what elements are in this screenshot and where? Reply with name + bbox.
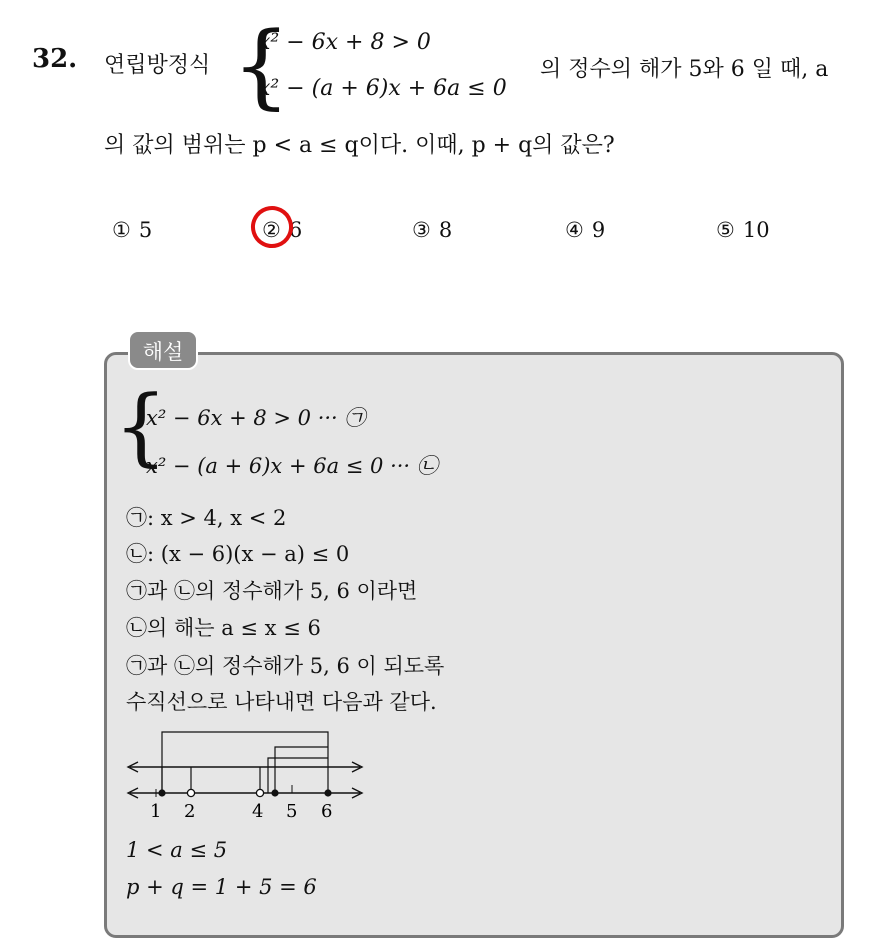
system-brace: { (232, 12, 291, 119)
option-number: ③ (412, 218, 431, 242)
answer-mark-circle (246, 201, 299, 254)
option-number: ⑤ (716, 218, 735, 242)
solution-step-6: 수직선으로 나타내면 다음과 같다. (126, 690, 437, 714)
option-number: ④ (565, 218, 584, 242)
label-6: 6 (321, 801, 333, 822)
option-3[interactable] (412, 218, 452, 242)
option-number: ① (112, 218, 131, 242)
bracket-middle (268, 758, 328, 793)
solution-result-2: p + q = 1 + 5 = 6 (126, 875, 317, 899)
point-6 (324, 789, 331, 796)
bracket-outer (162, 732, 328, 793)
label-5: 5 (286, 801, 298, 822)
solution-step-3: ㉠과 ㉡의 정수해가 5, 6 이라면 (126, 579, 418, 603)
point-1 (158, 789, 165, 796)
option-4[interactable] (565, 218, 605, 242)
number-line-diagram (120, 725, 370, 825)
point-4-open (256, 789, 263, 796)
question-number: 32. (32, 44, 78, 74)
option-value: 6 (288, 218, 303, 242)
solution-step-5: ㉠과 ㉡의 정수해가 5, 6 이 되도록 (126, 654, 445, 678)
solution-step-2: ㉡: (x − 6)(x − a) ≤ 0 (126, 542, 350, 566)
question-text-after-system: 의 정수의 해가 5와 6 일 때, a (540, 57, 829, 82)
solution-step-1: ㉠: x > 4, x < 2 (126, 506, 287, 530)
label-4: 4 (252, 801, 264, 822)
label-1: 1 (150, 801, 162, 822)
point-a (271, 789, 278, 796)
solution-system-line-2: x² − (a + 6)x + 6a ≤ 0 ··· ㉡ (146, 454, 438, 478)
solution-tag: 해설 (128, 330, 198, 370)
system-line-1: x² − 6x + 8 > 0 (258, 30, 431, 55)
solution-system-line-1: x² − 6x + 8 > 0 ··· ㉠ (146, 406, 366, 430)
solution-system-brace: { (114, 377, 168, 475)
option-value: 9 (591, 218, 606, 242)
question-lead: 연립방정식 (104, 53, 211, 78)
option-value: 8 (438, 218, 453, 242)
solution-step-4: ㉡의 해는 a ≤ x ≤ 6 (126, 616, 321, 640)
bracket-inner (275, 747, 328, 793)
solution-result-1: 1 < a ≤ 5 (126, 838, 228, 862)
option-value: 5 (138, 218, 153, 242)
option-value: 10 (742, 218, 770, 242)
system-line-2: x² − (a + 6)x + 6a ≤ 0 (258, 76, 507, 101)
question-text-line-2: 의 값의 범위는 p < a ≤ q이다. 이때, p + q의 값은? (104, 133, 615, 158)
point-2-open (187, 789, 194, 796)
option-5[interactable] (716, 218, 770, 242)
label-2: 2 (184, 801, 196, 822)
option-number: ② (262, 218, 281, 242)
option-1[interactable] (112, 218, 152, 242)
